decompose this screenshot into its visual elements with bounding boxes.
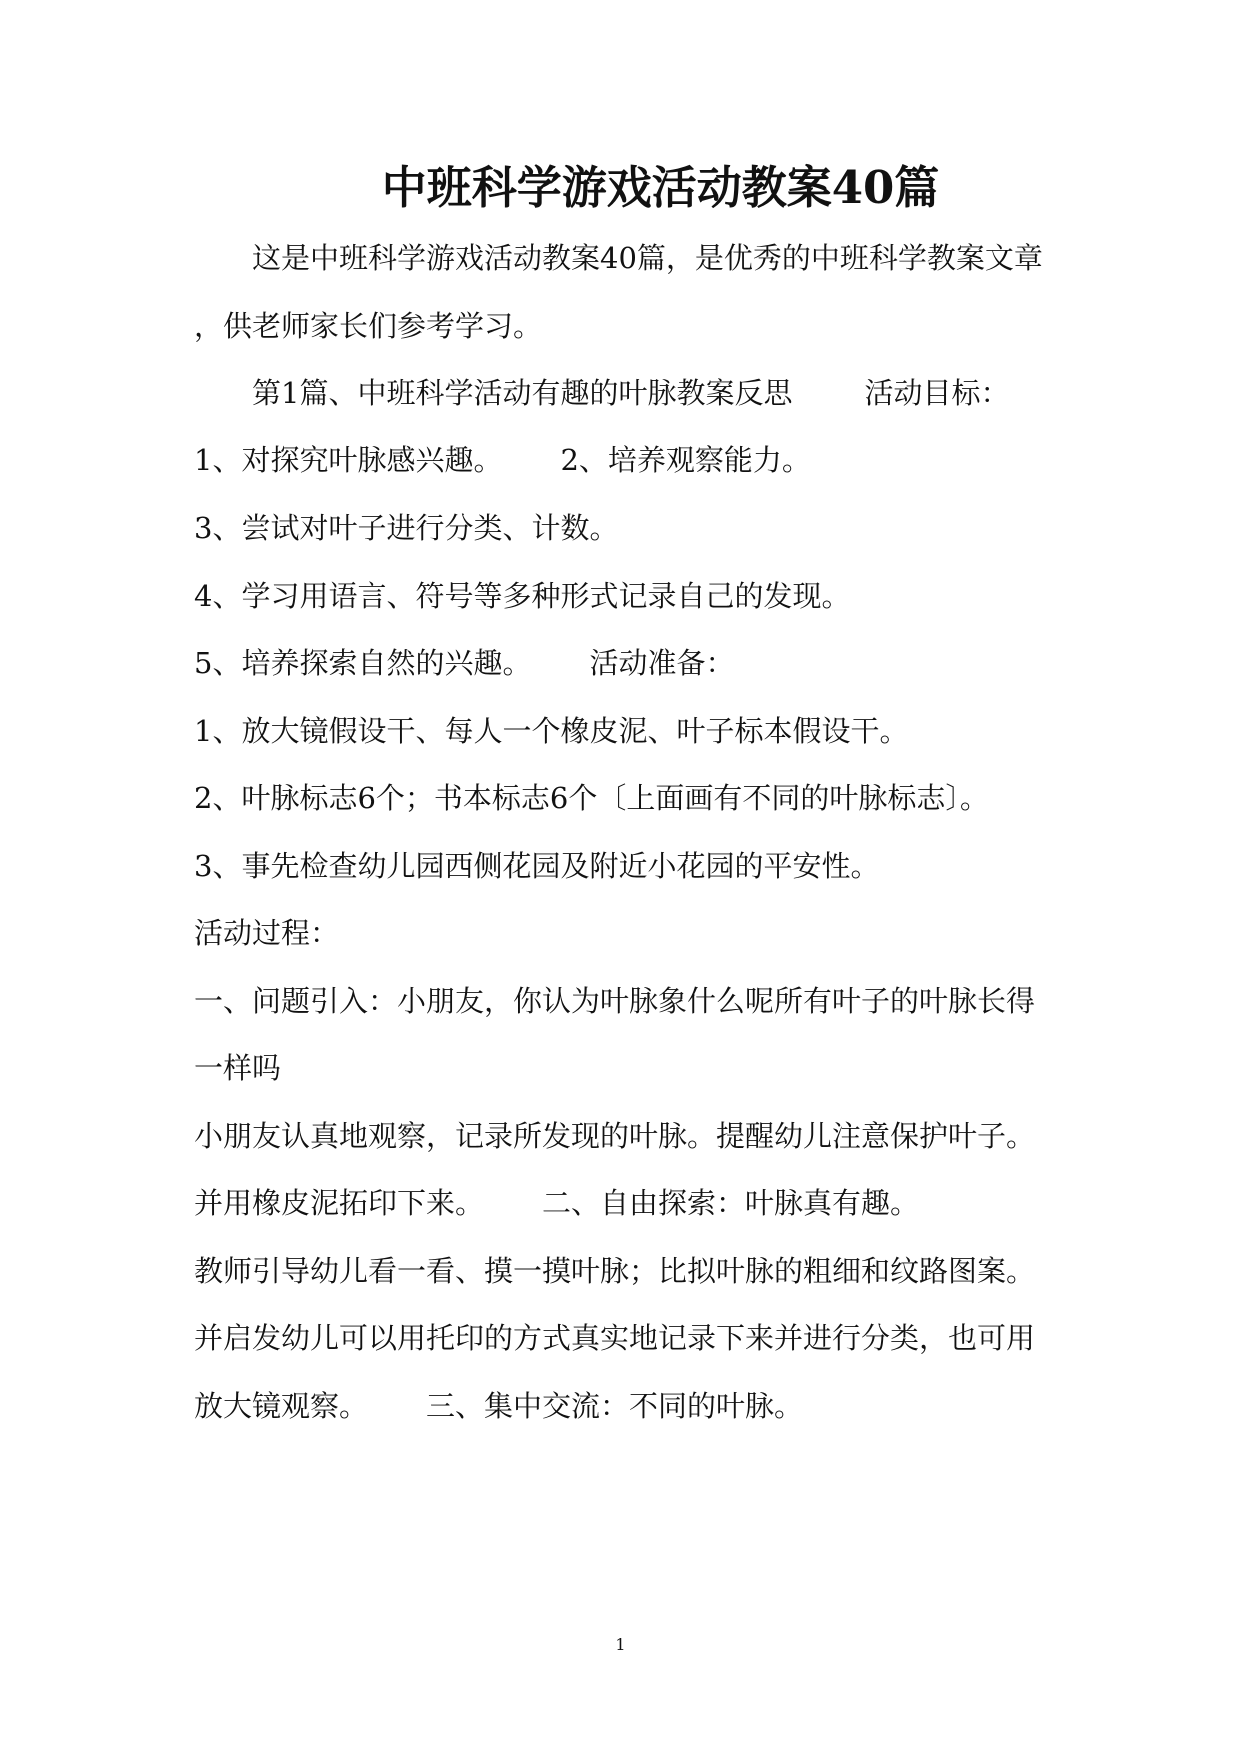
step3-heading: 三、集中交流：不同的叶脉。	[426, 1389, 804, 1423]
step1-line-1: 一、问题引入：小朋友，你认为叶脉象什么呢所有叶子的叶脉长得	[194, 984, 1036, 1018]
step2-heading: 二、自由探索：叶脉真有趣。	[542, 1186, 920, 1220]
observe-line-1: 小朋友认真地观察，记录所发现的叶脉。提醒幼儿注意保护叶子。	[194, 1119, 1036, 1153]
process-label: 活动过程：	[194, 916, 340, 950]
prep-2: 2、叶脉标志6个；书本标志6个〔上面画有不同的叶脉标志〕。	[194, 781, 989, 815]
goal-5: 5、培养探索自然的兴趣。	[194, 646, 532, 680]
goal-5-line	[194, 643, 1074, 683]
goals-label: 活动目标：	[864, 376, 1010, 410]
page-number: 1	[615, 1635, 626, 1654]
teach-line-3a: 放大镜观察。	[194, 1389, 369, 1423]
prep-label: 活动准备：	[589, 646, 735, 680]
teach-line-1: 教师引导幼儿看一看、摸一摸叶脉；比拟叶脉的粗细和纹路图案。	[194, 1254, 1036, 1288]
observe-line-2a: 并用橡皮泥拓印下来。	[194, 1186, 485, 1220]
chapter-heading-line	[252, 373, 1074, 413]
goals-line-1-2	[194, 440, 1074, 480]
prep-3: 3、事先检查幼儿园西侧花园及附近小花园的平安性。	[194, 849, 880, 883]
teach-line-2: 并启发幼儿可以用托印的方式真实地记录下来并进行分类，也可用	[194, 1321, 1036, 1355]
intro-line-2: ，供老师家长们参考学习。	[194, 309, 543, 343]
goal-1: 1、对探究叶脉感兴趣。	[194, 443, 503, 477]
goal-3: 3、尝试对叶子进行分类、计数。	[194, 511, 619, 545]
intro-line-1: 这是中班科学游戏活动教案40篇，是优秀的中班科学教案文章	[252, 241, 1043, 275]
chapter-heading: 第1篇、中班科学活动有趣的叶脉教案反思	[252, 376, 793, 410]
document-title: 中班科学游戏活动教案40篇	[381, 161, 940, 214]
observe-line-2	[194, 1183, 1074, 1223]
goal-2: 2、培养观察能力。	[560, 443, 811, 477]
step1-line-2: 一样吗	[194, 1051, 282, 1085]
teach-line-3	[194, 1386, 1074, 1426]
goal-4: 4、学习用语言、符号等多种形式记录自己的发现。	[194, 579, 851, 613]
prep-1: 1、放大镜假设干、每人一个橡皮泥、叶子标本假设干。	[194, 714, 909, 748]
